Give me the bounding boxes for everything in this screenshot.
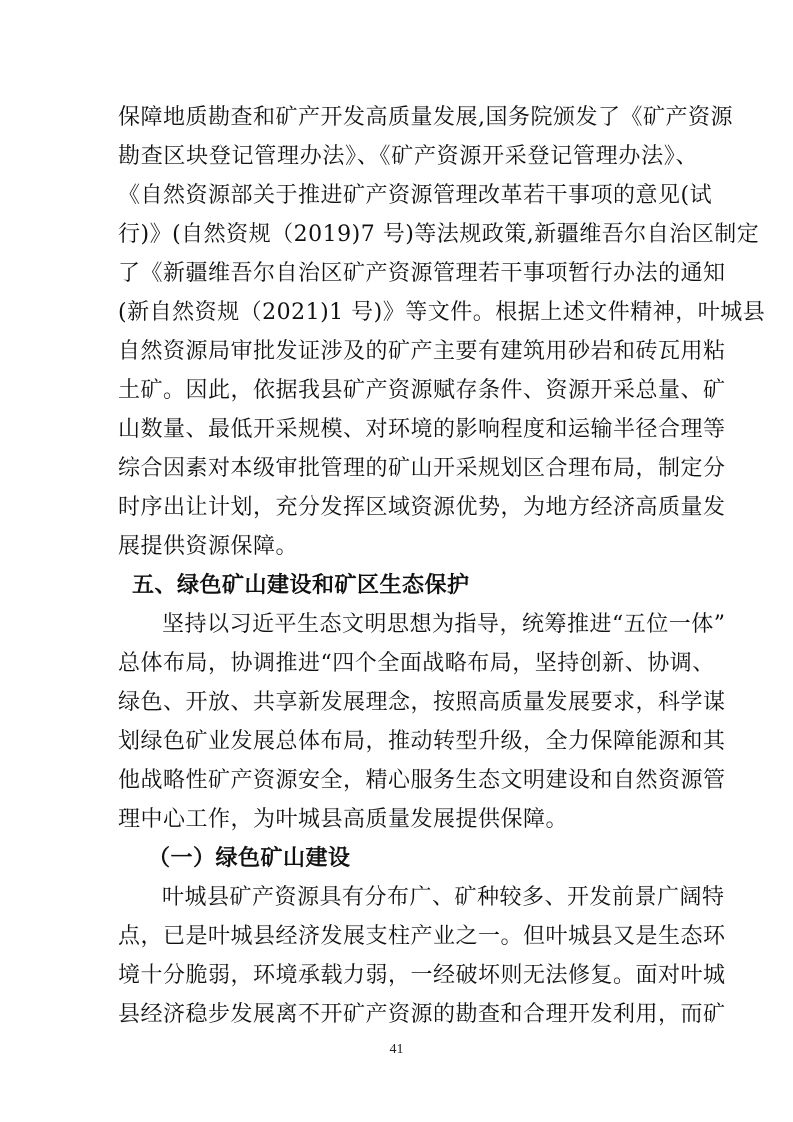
text-line: 展提供资源保障。: [118, 534, 299, 559]
text-line: 土矿。因此，依据我县矿产资源赋存条件、资源开采总量、矿: [118, 378, 726, 403]
text-line: 点，已是叶城县经济发展支柱产业之一。但叶城县又是生态环: [118, 924, 726, 949]
text-line: 境十分脆弱，环境承载力弱，一经破坏则无法修复。面对叶城: [118, 963, 726, 988]
text-line: 总体布局，协调推进“四个全面战略布局，坚持创新、协调、: [118, 651, 715, 676]
text-line: 勘查区块登记管理办法》、《矿产资源开采登记管理办法》、: [118, 144, 698, 169]
text-line: 《自然资源部关于推进矿产资源管理改革若干事项的意见(试: [118, 183, 713, 208]
text-line: 了《新疆维吾尔自治区矿产资源管理若干事项暂行办法的通知: [118, 261, 726, 286]
text-line: 叶城县矿产资源具有分布广、矿种较多、开发前景广阔特: [162, 885, 725, 910]
text-line: 理中心工作，为叶城县高质量发展提供保障。: [118, 807, 569, 832]
text-line: 绿色、开放、共享新发展理念，按照高质量发展要求，科学谋: [118, 690, 726, 715]
text-line: 综合因素对本级审批管理的矿山开采规划区合理布局，制定分: [118, 456, 726, 481]
text-line: 保障地质勘查和矿产开发高质量发展,国务院颁发了《矿产资源: [118, 105, 733, 130]
text-line: 时序出让计划，充分发挥区域资源优势，为地方经济高质量发: [118, 495, 726, 520]
text-line: 坚持以习近平生态文明思想为指导，统筹推进“五位一体”: [162, 612, 726, 637]
text-line: 山数量、最低开采规模、对环境的影响程度和运输半径合理等: [118, 417, 726, 442]
text-line: 自然资源局审批发证涉及的矿产主要有建筑用砂岩和砖瓦用粘: [118, 339, 726, 364]
text-line: 划绿色矿业发展总体布局，推动转型升级，全力保障能源和其: [118, 729, 726, 754]
text-line: (新自然资规（2021)1 号)》等文件。根据上述文件精神，叶城县: [118, 300, 766, 325]
section-heading: 五、绿色矿山建设和矿区生态保护: [132, 573, 470, 598]
subsection-heading: （一）绿色矿山建设: [148, 846, 351, 871]
text-line: 行)》(自然资规（2019)7 号)等法规政策,新疆维吾尔自治区制定: [118, 222, 760, 247]
text-line: 他战略性矿产资源安全，精心服务生态文明建设和自然资源管: [118, 768, 726, 793]
page-number: 41: [389, 1042, 404, 1057]
text-line: 县经济稳步发展离不开矿产资源的勘查和合理开发利用，而矿: [118, 1002, 726, 1027]
body-text: [118, 98, 766, 1034]
